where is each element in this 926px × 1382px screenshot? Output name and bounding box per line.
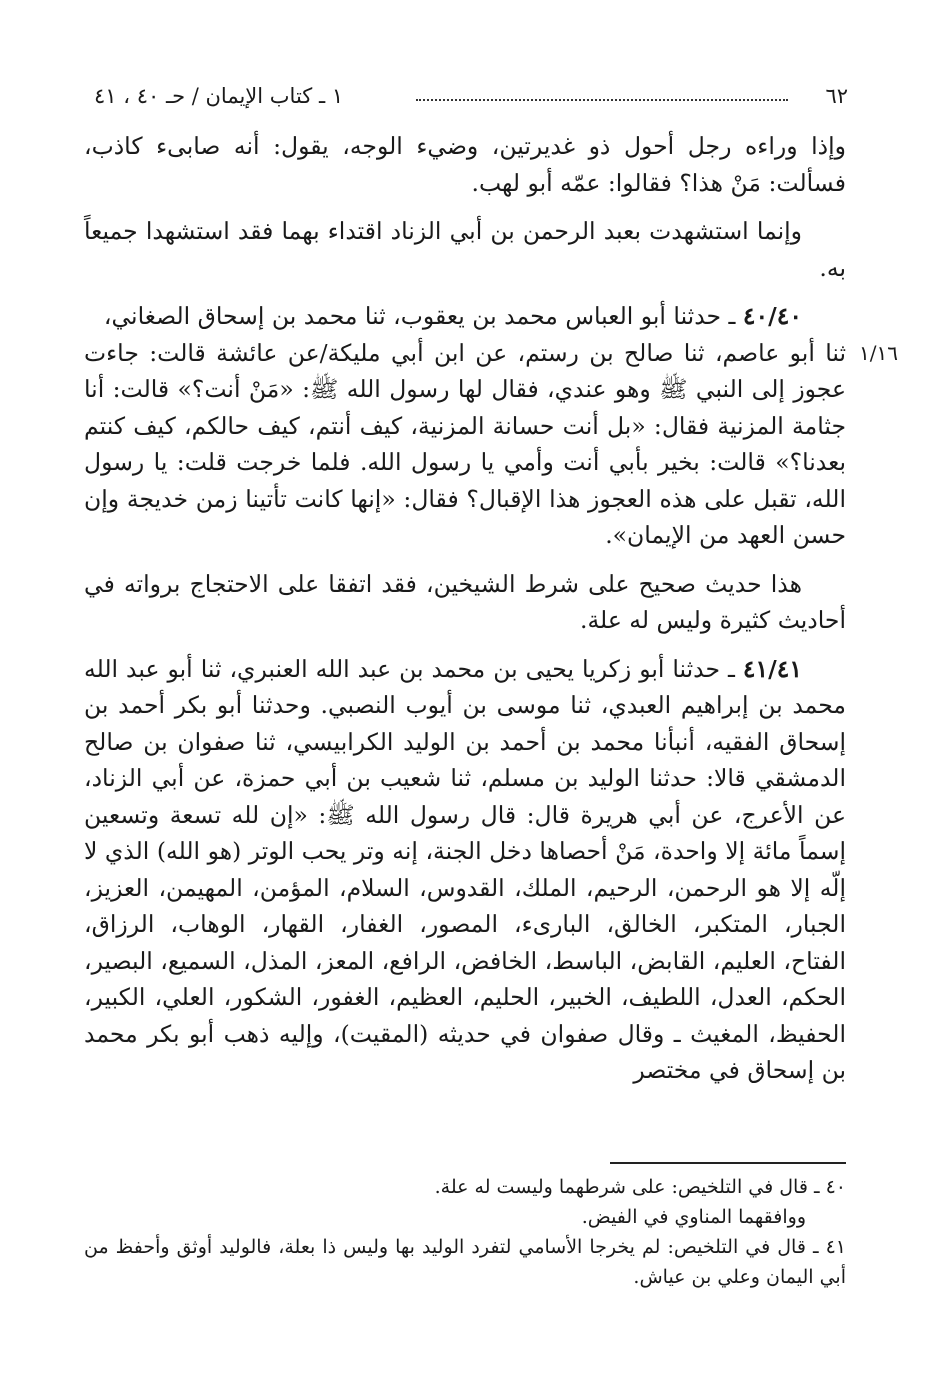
footnote-40-continued: ووافقهما المناوي في الفيض. bbox=[581, 1206, 806, 1228]
hadith-41-text: ـ حدثنا أبو زكريا يحيى بن محمد بن عبد الله العنبري، ثنا أبو عبد الله محمد بن إبراهيم العبدي، ثنا موسى بن أيوب النصبي. وحدثنا أبو بكر أحمد بن إسحاق الفقيه، أنبأنا محمد بن أحمد بن الوليد الكرابيسي، ثنا صفوان بن صالح الدمشقي قالا: حدثنا الوليد بن مسلم، ثنا شعيب بن أبي حمزة، عن أبي الزناد، عن الأعرج، عن أبي هريرة قال: قال رسول الله ﷺ: «إن لله تسعة وتسعين إسماً مائة إلا واحدة، مَنْ أحصاها دخل الجنة، إنه وتر يحب الوتر (هو الله) الذي لا إلّه إلا هو الرحمن، الرحيم، الملك، القدوس، السلام، المؤمن، المهيمن، العزيز، الجبار، المتكبر، الخالق، البارىء، المصور، الغفار، القهار، الوهاب، الرزاق، الفتاح، العليم، القابض، الباسط، الخافض، الرافع، المعز، المذل، السميع، البصير، الحكم، العدل، اللطيف، الخبير، الحليم، العظيم، الغفور، الشكور، العلي، الكبير، الحفيظ، المغيث ـ وقال صفوان في حديثه (المقيت)، وإليه ذهب أبو بكر محمد بن إسحاق في مختصر bbox=[84, 654, 846, 1084]
running-header bbox=[94, 80, 848, 112]
footnote-separator bbox=[610, 1162, 846, 1164]
hadith-40-opening bbox=[84, 298, 846, 335]
footnote-40: ٤٠ ـ قال في التلخيص: على شرطهما وليست له علة. bbox=[434, 1176, 846, 1198]
page-number: ٦٢ bbox=[825, 84, 848, 108]
hadith-40-body-wrap bbox=[84, 335, 898, 554]
hadith-40-first-line: ـ حدثنا أبو العباس محمد بن يعقوب، ثنا محمد بن إسحاق الصغاني، bbox=[103, 302, 743, 330]
hadith-40-text: ثنا أبو عاصم، ثنا صالح بن رستم، عن ابن أبي مليكة/عن عائشة قالت: جاءت عجوز إلى النبي ﷺ وهو عندي، فقال لها رسول الله ﷺ: «مَنْ أنت؟» قالت: أنا جثامة المزنية فقال: «بل أنت حسانة المزنية، كيف أنتم، كيف حالكم، كيف كنتم بعدنا؟» قالت: بخير بأبي أنت وأمي يا رسول الله. فلما خرجت قلت: يا رسول الله، تقبل على هذه العجوز هذا الإقبال؟ فقال: «إنها كانت تأتينا زمن خديجة وإن حسن العهد من الإيمان». bbox=[84, 338, 846, 549]
paragraph-comment-40: هذا حديث صحيح على شرط الشيخين، فقد اتفقا على الاحتجاج برواته في أحاديث كثيرة وليس له علة. bbox=[84, 569, 846, 634]
hadith-41 bbox=[84, 651, 846, 1089]
margin-manuscript-ref: ١/١٦ bbox=[859, 340, 898, 365]
paragraph-comment-39: وإنما استشهدت بعبد الرحمن بن أبي الزناد اقتداء بهما فقد استشهدا جميعاً به. bbox=[84, 217, 846, 282]
running-title: ١ ـ كتاب الإيمان / حـ ٤٠ ، ٤١ bbox=[94, 84, 344, 108]
header-leader-dots bbox=[416, 99, 788, 101]
hadith-41-number: ٤١/٤١ bbox=[742, 654, 802, 683]
footnotes bbox=[84, 1172, 846, 1292]
paragraph-hadith-39-end: وإذا وراءه رجل أحول ذو غديرتين، وضيء الوجه، يقول: أنه صابىء كاذب، فسألت: مَنْ هذا؟ فقالوا: عمّه أبو لهب. bbox=[84, 132, 846, 197]
footnote-41: ٤١ ـ قال في التلخيص: لم يخرجا الأسامي لتفرد الوليد بها وليس ذا بعلة، فالوليد أوثق وأحفظ من أبي اليمان وعلي بن عياش. bbox=[84, 1236, 846, 1288]
hadith-40-number: ٤٠/٤٠ bbox=[742, 302, 802, 330]
main-text bbox=[84, 128, 898, 1089]
